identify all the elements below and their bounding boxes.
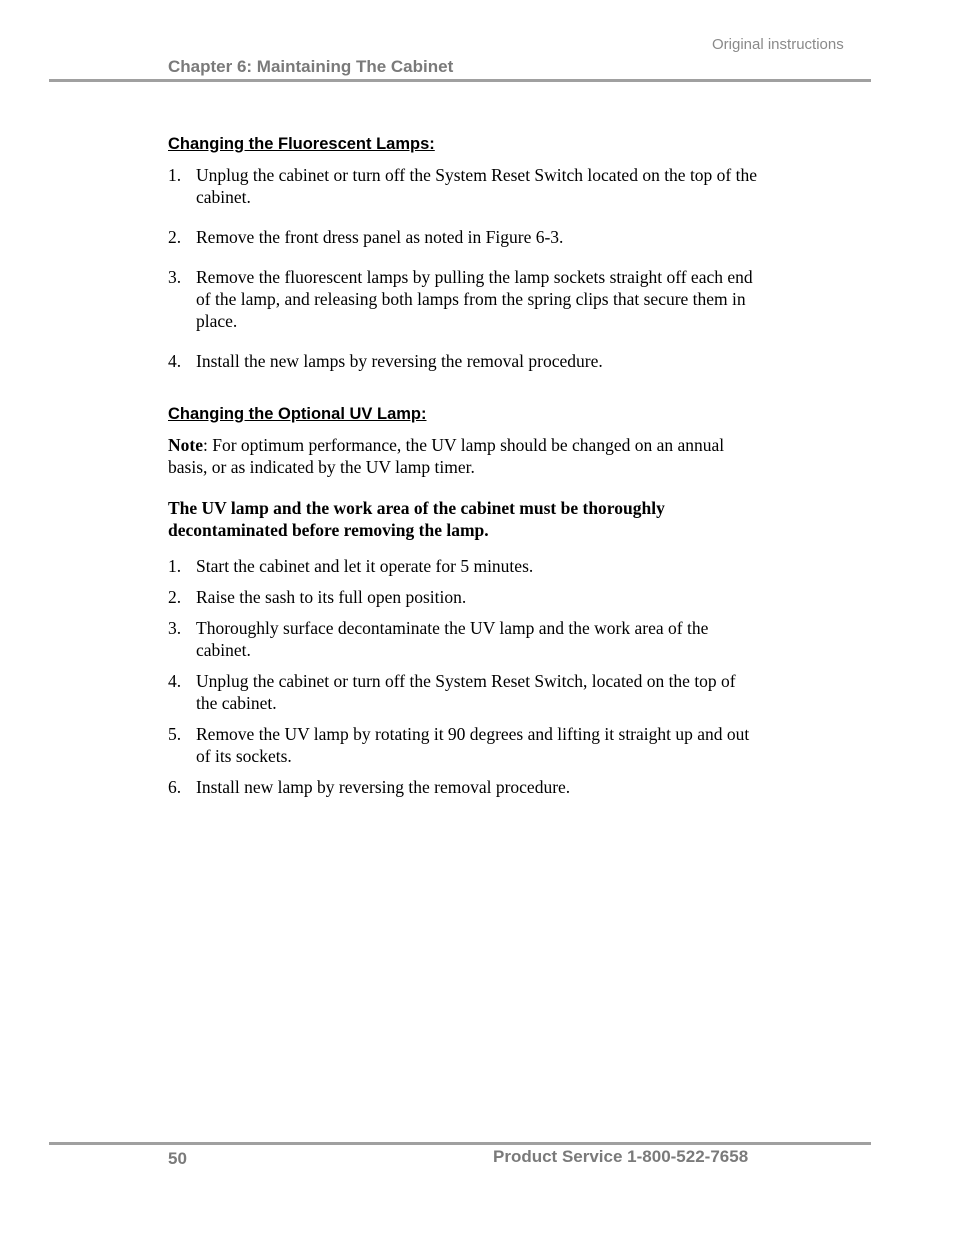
list-item [168,555,758,577]
step-number: 1. [168,165,182,185]
step-text: Remove the front dress panel as noted in Figure 6-3. [196,227,564,247]
step-text: Install the new lamps by reversing the removal procedure. [196,351,603,371]
warning-paragraph: The UV lamp and the work area of the cabinet must be thoroughly decontaminated before removing the lamp. [168,498,665,540]
list-item [168,226,758,248]
list-item [168,776,758,798]
step-text: Unplug the cabinet or turn off the System Reset Switch, located on the top of the cabinet. [196,671,736,713]
step-number: 2. [168,587,182,607]
step-text: Install new lamp by reversing the removal procedure. [196,777,571,797]
uv-steps-list [168,555,758,798]
step-number: 3. [168,267,182,287]
note-label: Note [168,435,203,455]
list-item [168,617,758,661]
fluorescent-steps-list [168,164,758,372]
list-item [168,723,758,767]
step-number: 6. [168,777,182,797]
step-text: Remove the fluorescent lamps by pulling the lamp sockets straight off each end of the lamp, and releasing both lamps from the spring clips that secure them in place. [196,267,753,331]
step-number: 4. [168,351,182,371]
list-item [168,586,758,608]
list-item [168,164,758,208]
step-number: 1. [168,556,182,576]
step-text: Thoroughly surface decontaminate the UV lamp and the work area of the cabinet. [196,618,709,660]
header-rule [49,79,871,82]
heading-fluorescent-lamps: Changing the Fluorescent Lamps: [168,135,435,153]
footer-service-line: Product Service 1-800-522-7658 [493,1147,749,1166]
page-body [168,133,758,798]
list-item [168,350,758,372]
footer-rule [49,1142,871,1145]
list-item [168,266,758,332]
step-text: Unplug the cabinet or turn off the System Reset Switch located on the top of the cabinet. [196,165,758,207]
step-number: 2. [168,227,182,247]
chapter-title: Chapter 6: Maintaining The Cabinet [168,57,454,76]
page-number: 50 [168,1149,187,1168]
step-text: Raise the sash to its full open position. [196,587,467,607]
step-number: 4. [168,671,182,691]
step-number: 5. [168,724,182,744]
note-paragraph [168,434,758,478]
heading-uv-lamp: Changing the Optional UV Lamp: [168,405,427,423]
list-item [168,670,758,714]
step-text: Remove the UV lamp by rotating it 90 degrees and lifting it straight up and out of its sockets. [196,724,750,766]
step-text: Start the cabinet and let it operate for 5 minutes. [196,556,534,576]
running-head: Original instructions [712,36,844,53]
note-text: : For optimum performance, the UV lamp should be changed on an annual basis, or as indicated by the UV lamp timer. [168,435,725,477]
step-number: 3. [168,618,182,638]
